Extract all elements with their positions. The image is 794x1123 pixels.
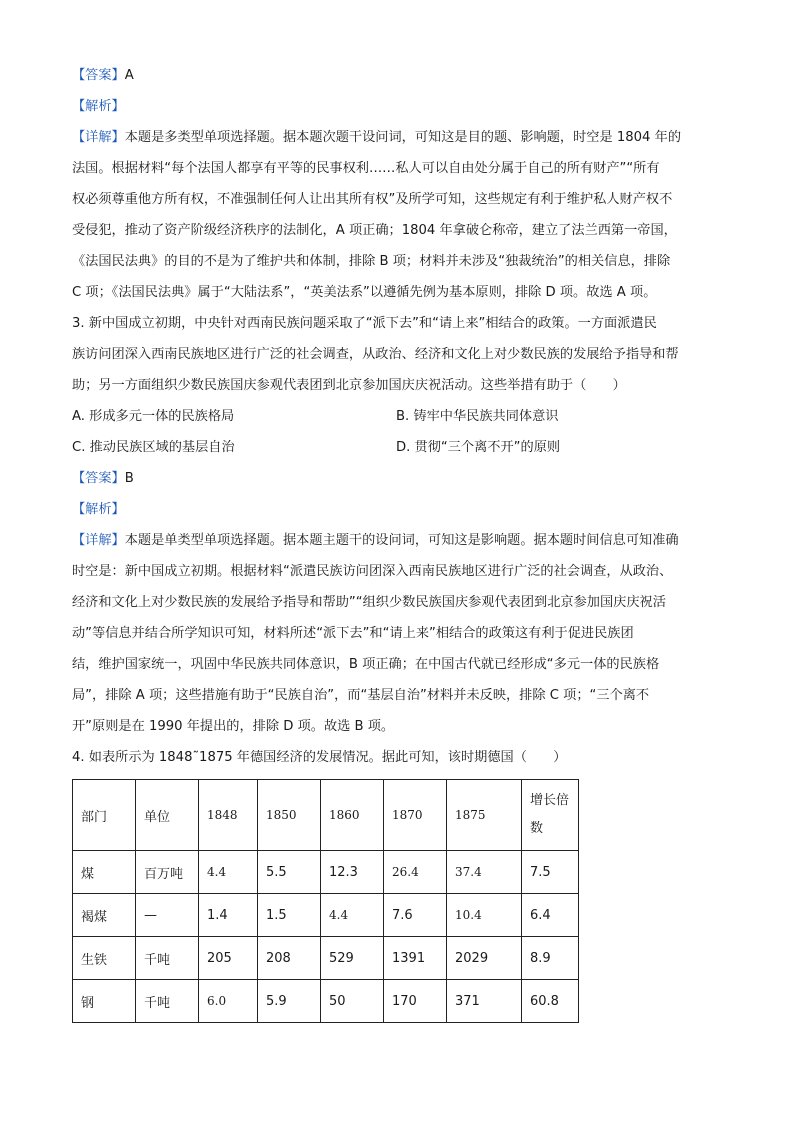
table-cell: 205	[199, 937, 258, 980]
detail-line: 法国。根据材料“每个法国人都享有平等的民事权利……私人可以自由处分属于自己的所有财产”“所有	[72, 161, 660, 176]
table-cell: 生铁	[73, 937, 136, 980]
q4-stem: 4. 如表所示为 1848˜1875 年德国经济的发展情况。据此可知，该时期德国（ ）	[72, 750, 567, 765]
table-cell: 1.5	[258, 894, 321, 937]
detail-line: 经济和文化上对少数民族的发展给予指导和帮助”“组织少数民族国庆参观代表团到北京参加国庆庆祝活	[72, 595, 666, 610]
header-cell: 增长倍数	[522, 780, 579, 851]
q3-answer-line	[72, 463, 722, 494]
detail-line: 局”，排除 A 项；这些措施有助于“民族自治”，而“基层自治”材料并未反映，排除 C 项；“三个离不	[72, 688, 650, 703]
detail-tag: 【详解】	[72, 130, 125, 145]
table-cell: 37.4	[447, 851, 522, 894]
table-cell: 60.8	[522, 980, 579, 1023]
analysis-tag: 【解析】	[72, 99, 125, 114]
table-cell: 170	[384, 980, 447, 1023]
detail-line: 时空是：新中国成立初期。根据材料“派遣民族访问团深入西南民族地区进行广泛的社会调查，从政治、	[72, 564, 673, 579]
header-cell: 单位	[136, 780, 199, 851]
table-row	[73, 851, 579, 894]
detail-line: 开”原则是在 1990 年提出的，排除 D 项。故选 B 项。	[72, 719, 395, 734]
detail-line: 结，维护国家统一，巩固中华民族共同体意识，B 项正确；在中国古代就已经形成“多元一体的民族格	[72, 657, 660, 672]
option-b: B. 铸牢中华民族共同体意识	[396, 409, 559, 424]
detail-line: 【详解】本题是单类型单项选择题。据本题主题干的设问词，可知这是影响题。据本题时间信息可知准确	[72, 533, 679, 548]
table-cell: 5.5	[258, 851, 321, 894]
table-cell: 千吨	[136, 937, 199, 980]
table-cell: 钢	[73, 980, 136, 1023]
table-cell: 4.4	[199, 851, 258, 894]
table-cell: 4.4	[321, 894, 384, 937]
table-cell: 百万吨	[136, 851, 199, 894]
detail-line: 受侵犯，推动了资产阶级经济秩序的法制化，A 项正确；1804 年拿破仑称帝，建立了法兰西第一帝国，	[72, 223, 677, 238]
table-cell: 7.6	[384, 894, 447, 937]
header-cell: 1875	[447, 780, 522, 851]
table-cell: 8.9	[522, 937, 579, 980]
stem-line: 3. 新中国成立初期，中央针对西南民族问题采取了“派下去”和“请上来”相结合的政策。一方面派遣民	[72, 316, 657, 331]
detail-line: 权必须尊重他方所有权，不准强制任何人让出其所有权”及所学可知，这些规定有利于维护私人财产权不	[72, 192, 673, 207]
detail-line: C 项；《法国民法典》属于“大陆法系”，“英美法系”以遵循先例为基本原则，排除 D 项。故选 A 项。	[72, 285, 657, 300]
economy-table	[72, 779, 579, 1023]
table-row	[73, 937, 579, 980]
detail-line: 【详解】本题是多类型单项选择题。据本题次题干设问词，可知这是目的题、影响题，时空是 1804 年的	[72, 130, 682, 145]
table-cell: 千吨	[136, 980, 199, 1023]
detail-tag: 【详解】	[72, 533, 125, 548]
detail-line: 《法国民法典》的目的不是为了维护共和体制，排除 B 项；材料并未涉及“独裁统治”的相关信息，排除	[72, 254, 671, 269]
q3-detail	[72, 525, 722, 742]
option-a: A. 形成多元一体的民族格局	[72, 409, 235, 424]
option-d: D. 贯彻“三个离不开”的原则	[396, 440, 561, 455]
table-cell: 7.5	[522, 851, 579, 894]
header-cell: 部门	[73, 780, 136, 851]
header-cell: 1848	[199, 780, 258, 851]
option-c: C. 推动民族区域的基层自治	[72, 440, 235, 455]
analysis-tag: 【解析】	[72, 502, 125, 517]
table-cell: —	[136, 894, 199, 937]
header-cell: 1870	[384, 780, 447, 851]
q2-detail	[72, 122, 722, 308]
detail-line: 动”等信息并结合所学知识可知，材料所述“派下去”和“请上来”相结合的政策这有利于促进民族团	[72, 626, 634, 641]
stem-line: 族访问团深入西南民族地区进行广泛的社会调查，从政治、经济和文化上对少数民族的发展给予指导和帮	[72, 347, 679, 362]
q3-stem	[72, 308, 722, 401]
table-cell: 2029	[447, 937, 522, 980]
q2-analysis-line	[72, 91, 722, 122]
table-cell: 1.4	[199, 894, 258, 937]
table-header-row	[73, 780, 579, 851]
table-cell: 529	[321, 937, 384, 980]
answer-tag: 【答案】	[72, 471, 125, 486]
answer-value: B	[124, 471, 134, 486]
table-cell: 10.4	[447, 894, 522, 937]
q3-options-row-2	[72, 432, 722, 463]
table-cell: 6.4	[522, 894, 579, 937]
stem-line: 助；另一方面组织少数民族国庆参观代表团到北京参加国庆庆祝活动。这些举措有助于（ ）	[72, 378, 626, 393]
q3-analysis-line	[72, 494, 722, 525]
table-cell: 6.0	[199, 980, 258, 1023]
table-cell: 50	[321, 980, 384, 1023]
content-area	[72, 60, 722, 1023]
table-cell: 煤	[73, 851, 136, 894]
answer-tag: 【答案】	[72, 68, 125, 83]
q3-options-row-1	[72, 401, 722, 432]
answer-value: A	[124, 68, 134, 83]
table-cell: 褐煤	[73, 894, 136, 937]
table-row	[73, 980, 579, 1023]
table-cell: 208	[258, 937, 321, 980]
table-cell: 12.3	[321, 851, 384, 894]
table-cell: 5.9	[258, 980, 321, 1023]
table-cell: 371	[447, 980, 522, 1023]
header-cell: 1860	[321, 780, 384, 851]
table-row	[73, 894, 579, 937]
q2-answer-line	[72, 60, 722, 91]
table-cell: 26.4	[384, 851, 447, 894]
header-cell: 1850	[258, 780, 321, 851]
table-cell: 1391	[384, 937, 447, 980]
